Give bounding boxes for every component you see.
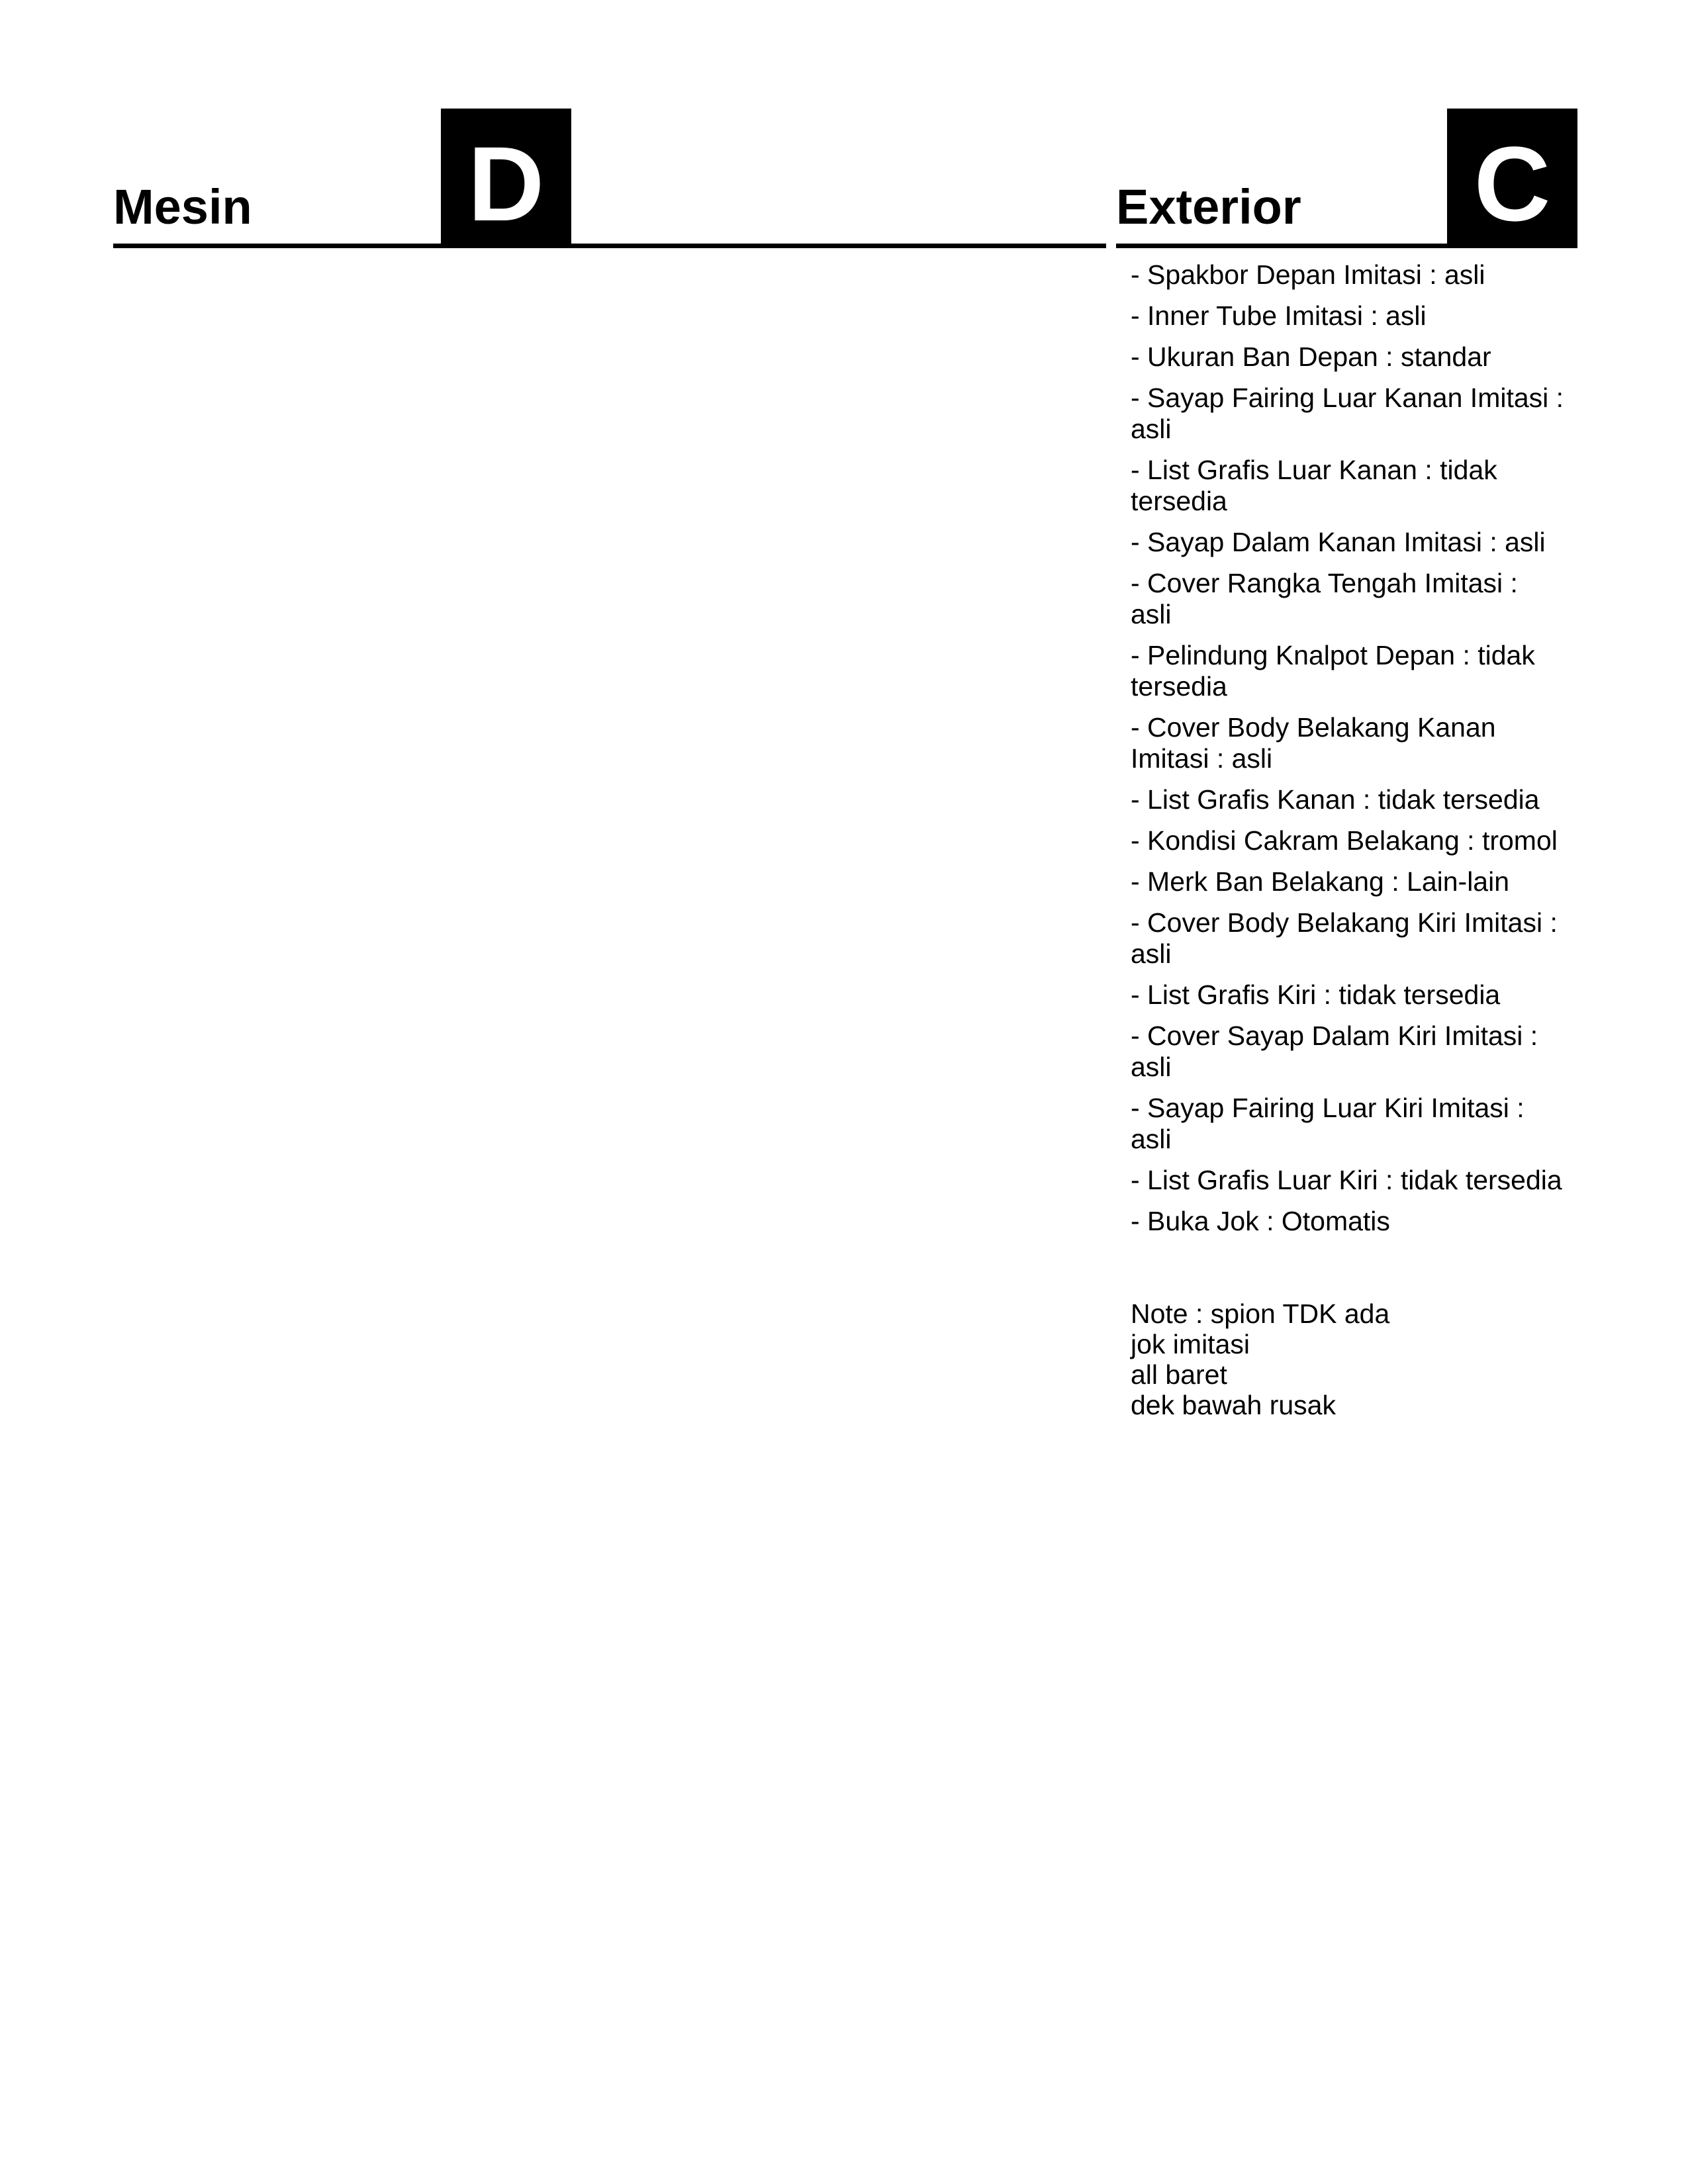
exterior-item: - Cover Sayap Dalam Kiri Imitasi : asli	[1131, 1021, 1538, 1082]
exterior-item: - Pelindung Knalpot Depan : tidak tersedia	[1131, 640, 1535, 702]
exterior-item: - Buka Jok : Otomatis	[1131, 1206, 1390, 1236]
exterior-item: - Cover Rangka Tengah Imitasi : asli	[1131, 568, 1518, 629]
exterior-section-header	[1116, 109, 1577, 248]
exterior-item: - List Grafis Kanan : tidak tersedia	[1131, 784, 1540, 815]
exterior-item: - Sayap Fairing Luar Kanan Imitasi : asli	[1131, 383, 1564, 444]
exterior-items-list	[1131, 259, 1564, 1247]
exterior-grade-badge: C	[1447, 109, 1577, 245]
note-line: all baret	[1131, 1359, 1227, 1390]
exterior-item: - Cover Body Belakang Kanan Imitasi : asli	[1131, 712, 1496, 774]
exterior-note	[1131, 1298, 1564, 1420]
mesin-grade-badge: D	[441, 109, 571, 245]
exterior-item: - Sayap Fairing Luar Kiri Imitasi : asli	[1131, 1093, 1524, 1154]
exterior-item: - Sayap Dalam Kanan Imitasi : asli	[1131, 527, 1546, 557]
exterior-item: - List Grafis Kiri : tidak tersedia	[1131, 979, 1501, 1010]
exterior-item: - List Grafis Luar Kiri : tidak tersedia	[1131, 1165, 1562, 1195]
exterior-item: - Spakbor Depan Imitasi : asli	[1131, 259, 1485, 290]
mesin-section-header	[113, 109, 1106, 248]
note-line: dek bawah rusak	[1131, 1390, 1336, 1420]
exterior-item: - Ukuran Ban Depan : standar	[1131, 341, 1491, 372]
note-line: jok imitasi	[1131, 1329, 1250, 1359]
exterior-item: - Merk Ban Belakang : Lain-lain	[1131, 866, 1510, 897]
note-line: Note : spion TDK ada	[1131, 1298, 1390, 1329]
exterior-item: - Inner Tube Imitasi : asli	[1131, 300, 1427, 331]
exterior-section-title: Exterior	[1116, 179, 1301, 234]
exterior-item: - List Grafis Luar Kanan : tidak tersedia	[1131, 455, 1497, 516]
exterior-item: - Cover Body Belakang Kiri Imitasi : asli	[1131, 907, 1558, 969]
exterior-item: - Kondisi Cakram Belakang : tromol	[1131, 825, 1558, 856]
mesin-section-title: Mesin	[113, 179, 252, 234]
